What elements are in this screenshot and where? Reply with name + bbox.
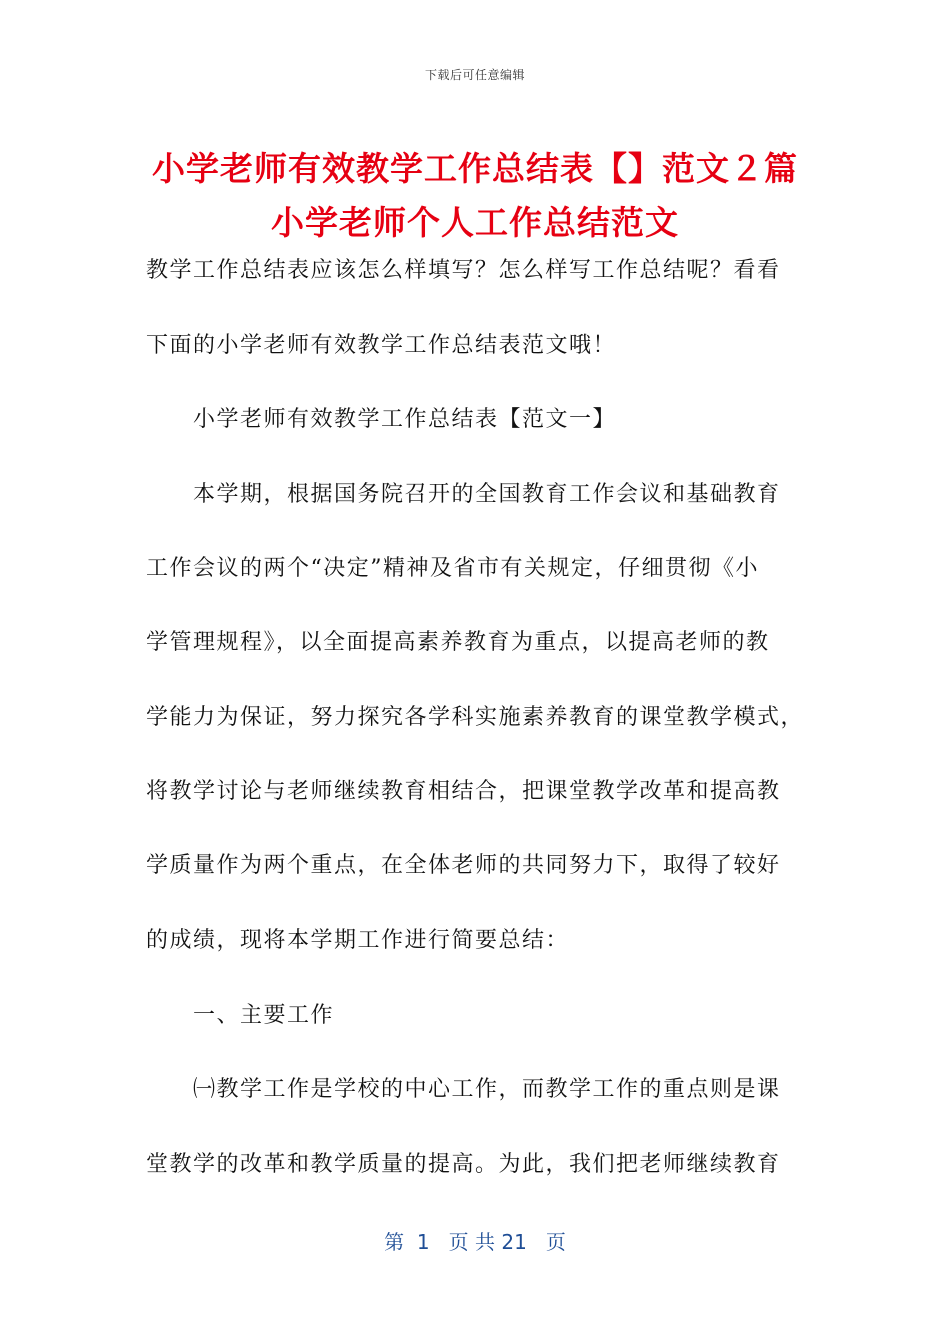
body-line-12: ㈠教学工作是学校的中心工作，而教学工作的重点则是课 [193, 1077, 781, 1102]
document-title-line-2: 小学老师个人工作总结范文 [271, 203, 679, 242]
body-line-8: 将教学讨论与老师继续教育相结合，把课堂教学改革和提高教 [146, 779, 781, 804]
body-line-10: 的成绩，现将本学期工作进行简要总结： [146, 928, 570, 953]
body-line-13: 堂教学的改革和教学质量的提高。为此，我们把老师继续教育 [146, 1152, 781, 1177]
section-heading-fanwen-1: 小学老师有效教学工作总结表【范文一】 [193, 407, 617, 432]
body-line-4: 本学期，根据国务院召开的全国教育工作会议和基础教育 [193, 482, 781, 507]
header-note: 下载后可任意编辑 [424, 68, 525, 82]
document-title-line-1: 小学老师有效教学工作总结表【】范文２篇 [152, 149, 798, 188]
page-number-footer: 第 1 页 共 21 页 [384, 1230, 566, 1254]
body-line-9: 学质量作为两个重点，在全体老师的共同努力下，取得了较好 [146, 853, 781, 878]
section-heading-main-work: 一、主要工作 [193, 1003, 335, 1028]
body-line-5: 工作会议的两个“决定”精神及省市有关规定，仔细贯彻《小 [146, 556, 759, 581]
body-line-2: 下面的小学老师有效教学工作总结表范文哦！ [146, 333, 617, 358]
body-line-1: 教学工作总结表应该怎么样填写？怎么样写工作总结呢？看看 [146, 258, 781, 283]
body-line-7: 学能力为保证，努力探究各学科实施素养教育的课堂教学模式， [146, 705, 805, 730]
body-line-6: 学管理规程》，以全面提高素养教育为重点，以提高老师的教 [146, 630, 770, 655]
